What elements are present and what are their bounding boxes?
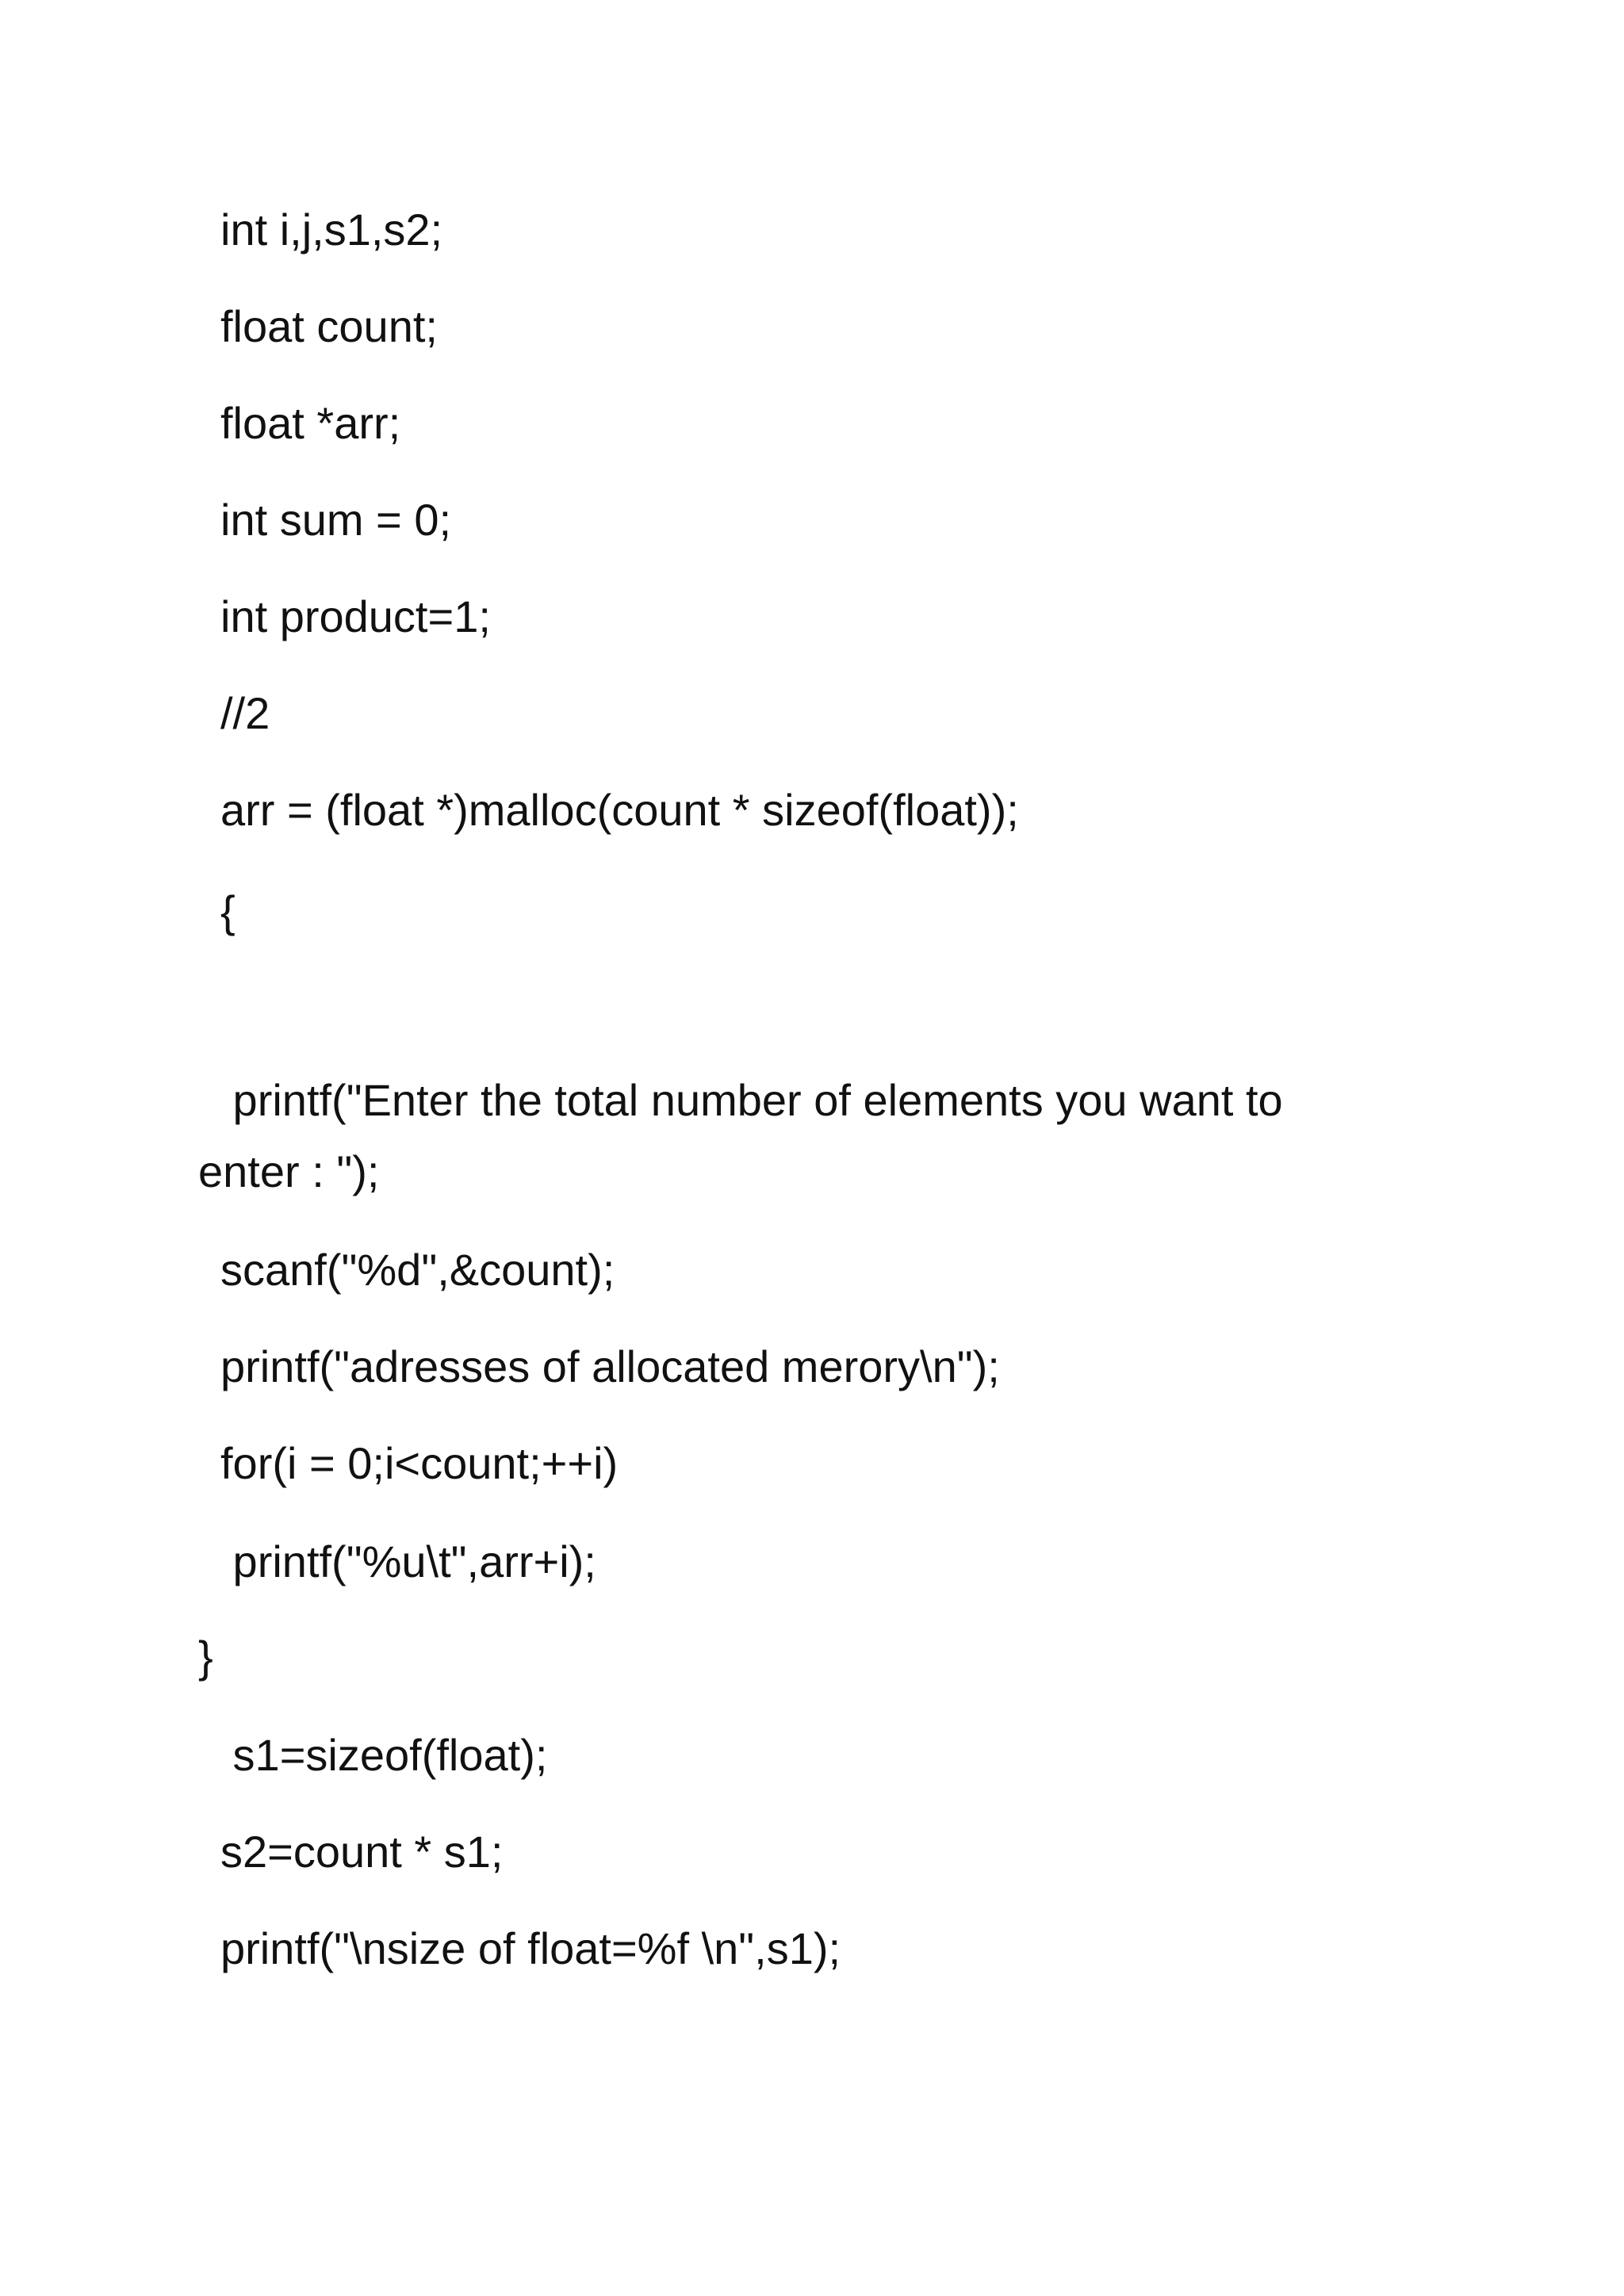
code-line-1: int i,j,s1,s2;: [220, 205, 443, 254]
code-line-13: for(i = 0;i<count;++i): [220, 1438, 619, 1488]
code-line-17: s2=count * s1;: [220, 1827, 504, 1877]
code-line-7: arr = (float *)malloc(count * sizeof(float));: [220, 785, 1019, 835]
code-line-3: float *arr;: [220, 398, 401, 448]
code-line-14: printf("%u\t",arr+i);: [220, 1536, 596, 1586]
code-line-10: enter : ");: [198, 1146, 380, 1196]
code-line-5: int product=1;: [220, 591, 491, 641]
code-line-2: float count;: [220, 301, 438, 351]
code-line-8: {: [220, 886, 236, 936]
code-line-11: scanf("%d",&count);: [220, 1245, 615, 1295]
code-line-18: printf("\nsize of float=%f \n",s1);: [220, 1923, 841, 1973]
code-line-12: printf("adresses of allocated merory\n");: [220, 1341, 1000, 1391]
code-line-9: printf("Enter the total number of elements you want to: [220, 1075, 1283, 1125]
code-line-15: }: [198, 1632, 213, 1682]
code-line-4: int sum = 0;: [220, 495, 452, 545]
code-line-6: //2: [220, 688, 270, 738]
code-line-16: s1=sizeof(float);: [220, 1730, 548, 1780]
